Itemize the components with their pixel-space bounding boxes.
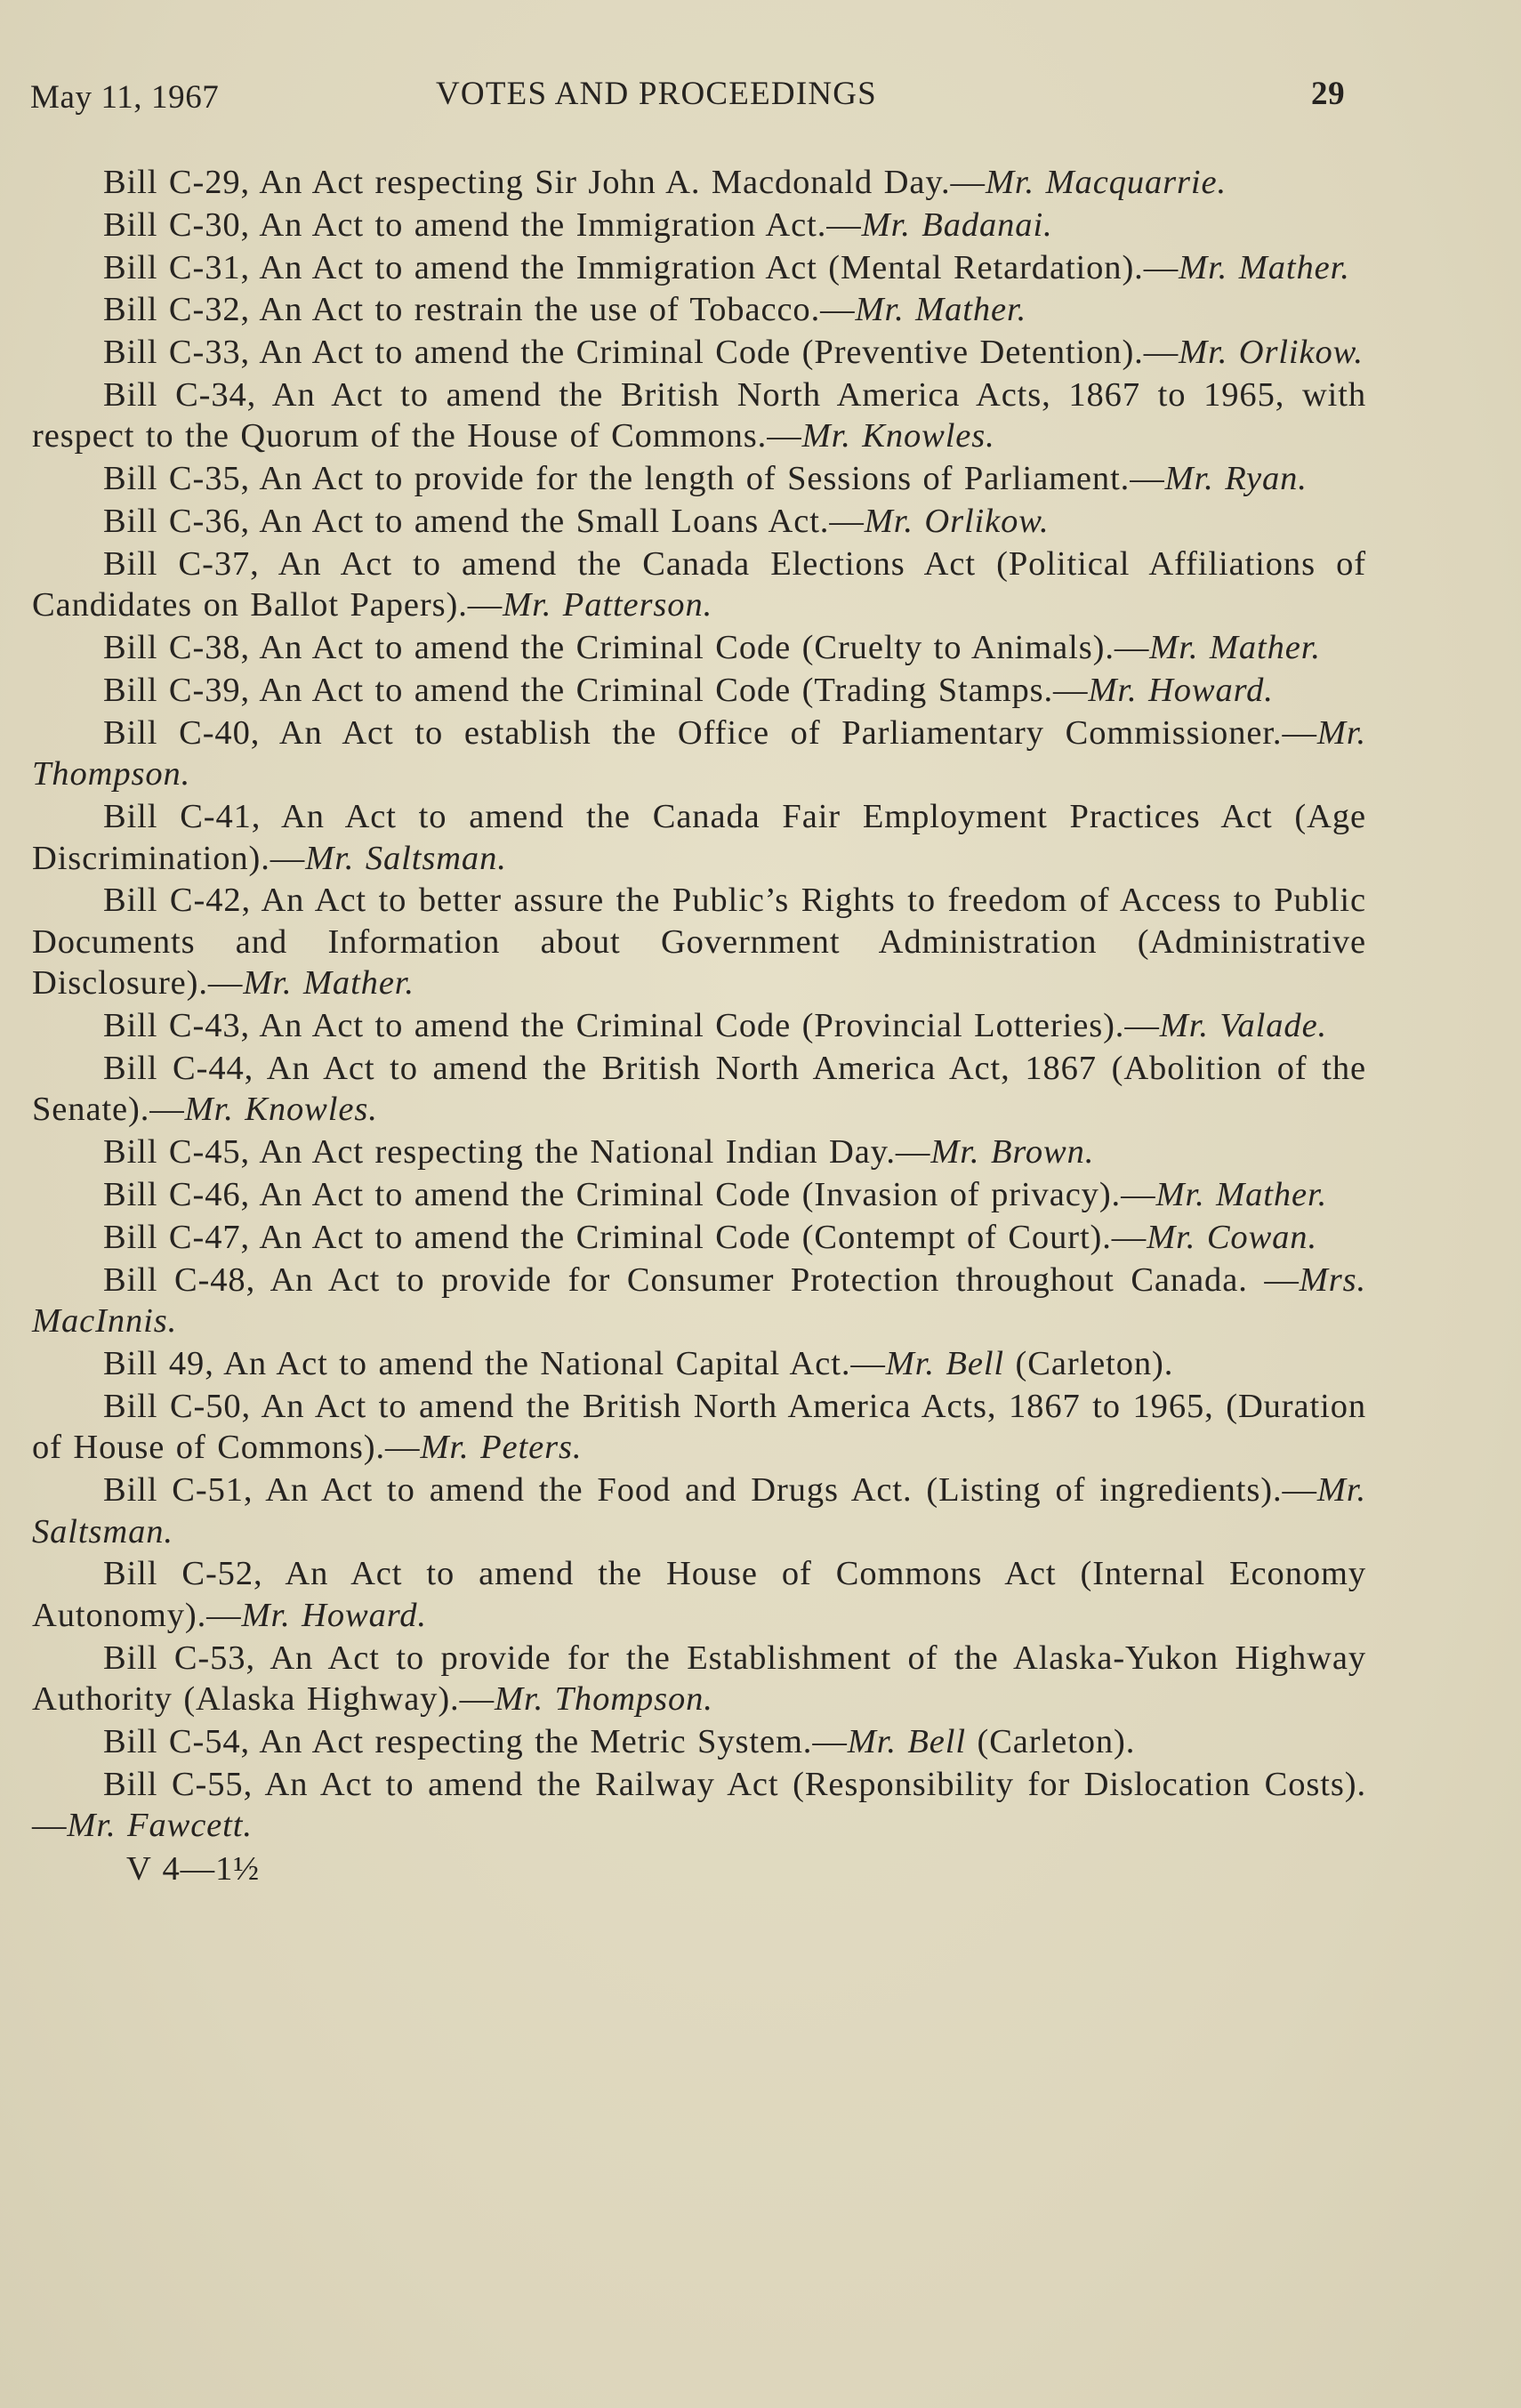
bill-text: Bill C-54, An Act respecting the Metric System.—: [103, 1722, 848, 1760]
bill-entry: [32, 1638, 1366, 1720]
bill-entry: [32, 374, 1366, 457]
bill-mover: Mr. Patterson.: [503, 586, 713, 624]
bill-entry: [32, 162, 1366, 204]
bill-mover: Mr. Knowles.: [184, 1091, 378, 1129]
bill-entry: [32, 1721, 1366, 1763]
bill-text: Bill C-29, An Act respecting Sir John A. Macdonald Day.—: [103, 164, 986, 201]
bill-text: Bill C-32, An Act to restrain the use of Tobacco.—: [103, 291, 856, 329]
bill-mover: Mr. Orlikow.: [864, 503, 1050, 541]
bill-entry: [32, 1470, 1366, 1552]
bill-mover: Mr. Peters.: [420, 1429, 583, 1467]
bill-text: Bill C-42, An Act to better assure the Public’s Rights to freedom of Access to Public Documents and Information about Government Administration (Administrative Disclosure).—: [32, 882, 1366, 1003]
bill-mover: Mr. Brown.: [930, 1133, 1095, 1172]
bill-mover: Mr. Howard.: [241, 1596, 427, 1634]
bill-mover: Mr. Fawcett.: [67, 1807, 253, 1845]
bill-text: Bill C-37, An Act to amend the Canada Elections Act (Political Affiliations of Candidates on Ballot Papers).—: [32, 544, 1366, 624]
bill-mover: Mr. Bell: [885, 1344, 1005, 1382]
bill-mover: Mr. Cowan.: [1147, 1218, 1317, 1256]
bill-entry: [32, 332, 1366, 374]
bill-entry: [32, 1005, 1366, 1047]
signature-mark: V 4—1½: [126, 1849, 261, 1888]
bill-entry: [32, 1343, 1366, 1385]
bill-text: Bill C-41, An Act to amend the Canada Fair Employment Practices Act (Age Discrimination).—: [32, 798, 1366, 877]
bill-mover: Mr. Mather.: [855, 291, 1027, 329]
bill-mover: Mr. Orlikow.: [1179, 334, 1364, 372]
bill-text: Bill C-44, An Act to amend the British North America Act, 1867 (Abolition of the Senate).—: [32, 1049, 1366, 1129]
bill-text: Bill C-38, An Act to amend the Criminal Code (Cruelty to Animals).—: [103, 629, 1150, 667]
bill-text: Bill C-33, An Act to amend the Criminal Code (Preventive Detention).—: [103, 334, 1179, 372]
bill-entry: [32, 289, 1366, 331]
bill-mover: Mr. Ryan.: [1164, 460, 1308, 498]
bill-mover: Mrs. MacInnis.: [32, 1260, 1366, 1341]
bill-text: Bill C-39, An Act to amend the Criminal Code (Trading Stamps.—: [103, 671, 1089, 709]
bill-entry: [32, 880, 1366, 1004]
bill-mover: Mr. Thompson.: [494, 1680, 713, 1719]
bill-entry: [32, 627, 1366, 669]
bill-entry: [32, 205, 1366, 246]
bill-text: Bill C-43, An Act to amend the Criminal Code (Provincial Lotteries).—: [103, 1007, 1160, 1045]
bill-mover: Mr. Mather.: [1155, 1176, 1328, 1214]
bill-text: Bill C-34, An Act to amend the British North America Acts, 1867 to 1965, with respect to the Quorum of the House of Commons.—: [32, 375, 1366, 455]
running-header: [30, 71, 1361, 116]
bill-text: Bill C-35, An Act to provide for the length of Sessions of Parliament.—: [103, 460, 1165, 498]
bill-text: Bill C-47, An Act to amend the Criminal Code (Contempt of Court).—: [103, 1218, 1147, 1256]
bill-text: Bill C-52, An Act to amend the House of Commons Act (Internal Economy Autonomy).—: [32, 1555, 1366, 1634]
bill-entry: [32, 501, 1366, 543]
bill-mover: Mr. Mather.: [243, 964, 414, 1003]
bill-entry: [32, 1764, 1366, 1847]
bill-entry: [32, 713, 1366, 795]
bill-text: Bill C-53, An Act to provide for the Establishment of the Alaska-Yukon Highway Authority (Alaska Highway).—: [32, 1639, 1366, 1719]
bill-text: Bill 49, An Act to amend the National Capital Act.—: [103, 1344, 886, 1382]
header-title: VOTES AND PROCEEDINGS: [436, 76, 877, 112]
bill-mover: Mr. Knowles.: [801, 417, 995, 455]
bill-text: Bill C-30, An Act to amend the Immigration Act.—: [103, 205, 862, 244]
bill-list: [32, 162, 1366, 1924]
bill-mover: Mr. Mather.: [1149, 629, 1321, 667]
page-number: 29: [1311, 76, 1346, 112]
bill-mover: Mr. Saltsman.: [32, 1471, 1366, 1550]
bill-mover: Mr. Macquarrie.: [985, 164, 1227, 201]
bill-entry: [32, 1217, 1366, 1259]
bill-entry: [32, 670, 1366, 712]
bill-entry: [32, 1553, 1366, 1636]
bill-entry: [32, 1132, 1366, 1173]
bill-text: Bill C-48, An Act to provide for Consumer Protection throughout Canada. —: [103, 1260, 1300, 1299]
bill-entry: [32, 1048, 1366, 1131]
bill-text: Bill C-31, An Act to amend the Immigration Act (Mental Retardation).—: [103, 248, 1179, 286]
bill-text: Bill C-36, An Act to amend the Small Loans Act.—: [103, 503, 865, 541]
header-date: May 11, 1967: [30, 79, 220, 116]
bill-text: Bill C-51, An Act to amend the Food and Drugs Act. (Listing of ingredients).—: [103, 1471, 1317, 1510]
bill-mover: Mr. Saltsman.: [305, 839, 507, 877]
bill-mover: Mr. Howard.: [1088, 671, 1274, 709]
bill-mover-riding: (Carleton).: [1004, 1344, 1174, 1382]
bill-mover: Mr. Bell: [847, 1722, 966, 1760]
bill-entry: [32, 1386, 1366, 1469]
bill-text: Bill C-46, An Act to amend the Criminal Code (Invasion of privacy).—: [103, 1176, 1156, 1214]
bill-mover: Mr. Valade.: [1159, 1007, 1328, 1045]
bill-entry: [32, 796, 1366, 879]
bill-mover: Mr. Mather.: [1179, 248, 1350, 286]
bill-entry: [32, 1260, 1366, 1342]
bill-entry: [32, 247, 1366, 289]
bill-text: Bill C-55, An Act to amend the Railway Act (Responsibility for Dislocation Costs).—: [32, 1765, 1366, 1845]
bill-mover: Mr. Badanai.: [861, 205, 1053, 244]
bill-text: Bill C-45, An Act respecting the National Indian Day.—: [103, 1133, 931, 1172]
bill-mover-riding: (Carleton).: [965, 1722, 1136, 1760]
bill-text: Bill C-40, An Act to establish the Office of Parliamentary Commissioner.—: [103, 713, 1317, 752]
bill-text: Bill C-50, An Act to amend the British North America Acts, 1867 to 1965, (Duration of House of Commons).—: [32, 1387, 1366, 1467]
bill-entry: [32, 1174, 1366, 1216]
bill-mover: Mr. Thompson.: [32, 713, 1366, 793]
bill-entry: [32, 544, 1366, 626]
bill-entry: [32, 458, 1366, 500]
